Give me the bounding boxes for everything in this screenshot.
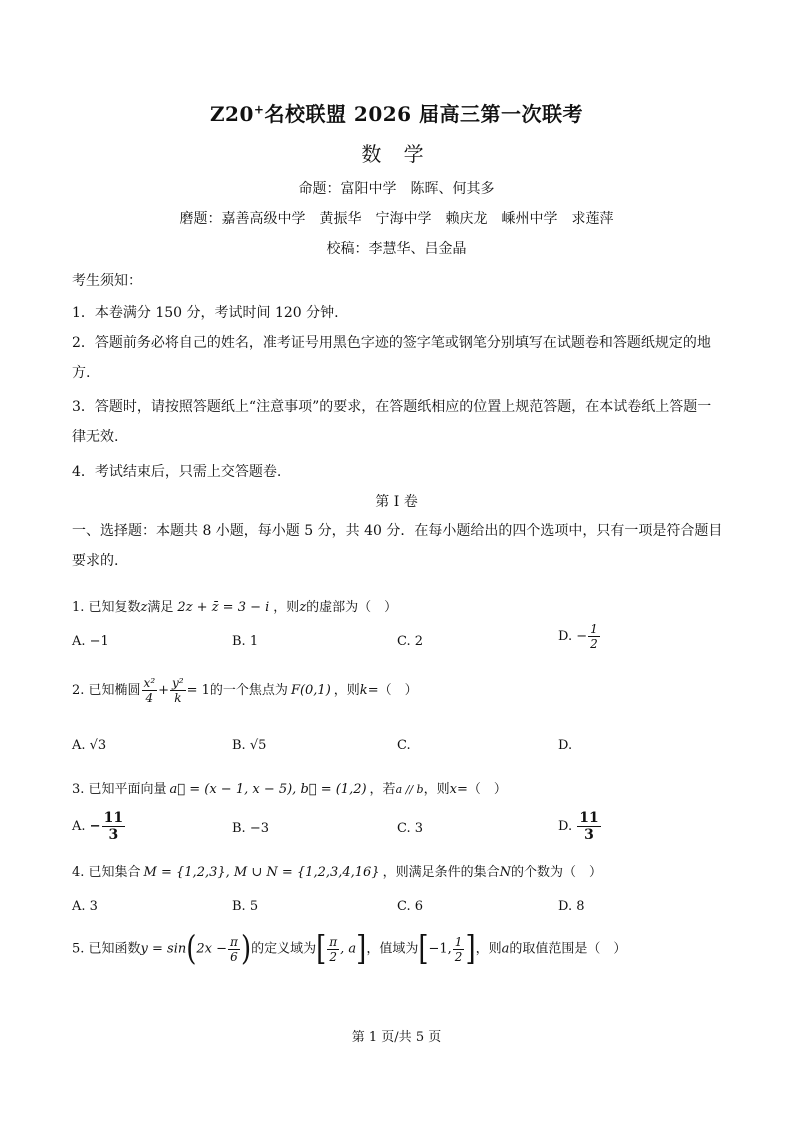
q5-range-num: 1 (454, 934, 463, 949)
q2-frac-y (170, 676, 186, 705)
q5-pi: π (230, 934, 238, 949)
q1-text-a: 1. 已知复数 (72, 600, 141, 615)
q5-text-b: 的定义域为 (251, 941, 317, 957)
q2-frac-x-den: 4 (145, 691, 154, 705)
q5-text-c: ，值域为 (366, 941, 419, 957)
q1-text-g: 的虚部为（ ） (306, 600, 398, 615)
q2-text-c: ，则 (333, 683, 360, 698)
q5-range-bracket-left: [ (418, 929, 429, 969)
q5-dom-num: π (329, 934, 338, 949)
q4-option-b: B. 5 (232, 899, 259, 914)
title-prefix: Z20 (209, 102, 254, 126)
q1-option-d-sign: − (576, 629, 588, 644)
q2-focus-point: F(0,1) (290, 683, 331, 698)
title-rest: 名校联盟 2026 届高三第一次联考 (264, 102, 584, 126)
q2-frac-x (142, 676, 158, 705)
q3-option-a (72, 810, 126, 843)
q2-frac-y-num: y² (172, 676, 184, 690)
q2-text-b: 的一个焦点为 (209, 683, 288, 698)
question-2-stem (72, 676, 418, 705)
q3-option-c: C. 3 (397, 821, 424, 836)
q3-d-den: 3 (584, 827, 594, 843)
q3-option-b: B. −3 (232, 821, 269, 836)
q1-text-e: ，则 (273, 600, 300, 615)
q2-text-d: =（ ） (367, 683, 418, 698)
q5-range-bracket-right: ] (465, 929, 476, 969)
q3-option-d (558, 810, 602, 843)
q5-var-a: a (501, 941, 510, 957)
q1-var-z: z (140, 600, 148, 615)
q2-option-d: D. (558, 738, 573, 753)
q1-option-c: C. 2 (397, 634, 424, 649)
question-5-stem (72, 929, 627, 969)
q2-plus: + (158, 683, 170, 698)
q5-func-prefix: y = sin (140, 941, 187, 957)
q3-a-fraction (102, 810, 125, 843)
q5-dom-den: 2 (329, 949, 338, 964)
q2-option-a: A. √3 (72, 738, 107, 753)
q5-text-d: ，则 (475, 941, 502, 957)
q5-six: 6 (230, 949, 238, 964)
q5-paren-right: ) (240, 929, 252, 969)
q4-option-c: C. 6 (397, 899, 424, 914)
q1-equation: 2z + z̄ = 3 − i (177, 600, 270, 615)
page-footer: 第 1 页/共 5 页 (351, 1030, 442, 1045)
q3-d-fraction (577, 810, 600, 843)
q5-func-inner: 2x − (196, 941, 228, 957)
q4-text-c: 的个数为（ ） (511, 865, 603, 880)
q3-parallel: a // b (395, 783, 424, 796)
q4-text-b: ，则满足条件的集合 (382, 865, 500, 880)
q4-option-a: A. 3 (72, 899, 98, 914)
exam-subject: 数 学 (361, 142, 432, 166)
notice-item-4: 4．考试结束后，只需上交答题卷. (72, 464, 282, 480)
q2-frac-x-num: x² (143, 676, 156, 690)
q1-text-c: 满足 (147, 600, 174, 615)
question-4-stem (72, 861, 602, 880)
setter-line: 命题：富阳中学 陈晖、何其多 (298, 181, 495, 197)
q2-option-b: B. √5 (232, 738, 267, 753)
q5-pi-over-6 (228, 935, 240, 964)
notice-item-3: 3．答题时，请按照答题纸上“注意事项”的要求，在答题纸相应的位置上规范答题，在本试卷纸上答题一律无效. (72, 399, 712, 445)
q2-option-c: C. (397, 738, 411, 753)
exam-title (0, 98, 793, 127)
q5-range-frac (453, 935, 465, 964)
q3-a-num: 11 (103, 810, 124, 826)
q3-text-b: ，若 (369, 782, 396, 797)
notice-item-2: 2．答题前务必将自己的姓名，准考证号用黑色字迹的签字笔或钢笔分别填写在试题卷和答题纸规定的地方. (72, 335, 711, 381)
q3-a-label: A. (72, 819, 86, 834)
q5-domain-bracket-left: [ (316, 929, 327, 969)
q4-var-n: N (499, 865, 511, 880)
q5-paren-left: ( (186, 929, 197, 969)
q5-domain-bracket-right: ] (356, 929, 367, 969)
reviewer-line: 磨题：嘉善高级中学 黄振华 宁海中学 赖庆龙 嵊州中学 求莲萍 (179, 211, 614, 227)
q3-d-label: D. (558, 819, 573, 834)
proofreader-line: 校稿：李慧华、吕金晶 (326, 241, 467, 257)
question-3-stem (72, 778, 507, 797)
q2-equals: = 1 (186, 683, 210, 698)
q3-text-c: ，则 (423, 782, 450, 797)
q3-a-den: 3 (108, 827, 119, 843)
q2-text-a: 2. 已知椭圆 (72, 683, 141, 698)
q4-text-a: 4. 已知集合 (72, 865, 141, 880)
q1-var-z2: z (299, 600, 307, 615)
q5-text-e: 的取值范围是（ ） (509, 941, 627, 957)
q1-option-b: B. 1 (232, 634, 259, 649)
section-instruction: 一、选择题：本题共 8 小题，每小题 5 分，共 40 分．在每小题给出的四个选项中，只有一项是符合题目要求的. (72, 523, 723, 569)
q3-text-d: =（ ） (456, 782, 507, 797)
q4-option-d: D. 8 (558, 899, 585, 914)
q3-var-x: x (449, 782, 457, 797)
q3-text-a: 3. 已知平面向量 (72, 782, 167, 797)
q3-vectors: a⃗ = (x − 1, x − 5), b⃗ = (1,2) (169, 782, 367, 797)
notice-item-1: 1．本卷满分 150 分，考试时间 120 分钟. (72, 305, 339, 321)
q5-dom-tail: , a (340, 941, 357, 957)
q2-frac-y-den: k (174, 691, 182, 705)
q5-range-den: 2 (454, 949, 463, 964)
q5-text-a: 5. 已知函数 (72, 941, 141, 957)
question-1-stem (72, 596, 397, 615)
title-sup: + (253, 102, 265, 117)
q4-sets: M = {1,2,3}, M ∪ N = {1,2,3,4,16} (143, 865, 380, 880)
q1-option-d-fraction (588, 622, 600, 651)
q1-option-d (558, 622, 601, 651)
q1-option-a: A. −1 (72, 634, 109, 649)
notice-heading: 考生须知： (72, 273, 142, 289)
q2-var-k: k (359, 683, 368, 698)
q3-d-num: 11 (579, 810, 599, 826)
q5-range-head: −1, (428, 941, 452, 957)
q1-d-den: 2 (590, 637, 598, 651)
q1-option-d-label: D. (558, 629, 577, 644)
q3-a-sign: − (89, 819, 101, 834)
volume-label: 第 I 卷 (375, 494, 418, 510)
q1-d-num: 1 (590, 622, 598, 636)
q5-domain-frac (327, 935, 339, 964)
